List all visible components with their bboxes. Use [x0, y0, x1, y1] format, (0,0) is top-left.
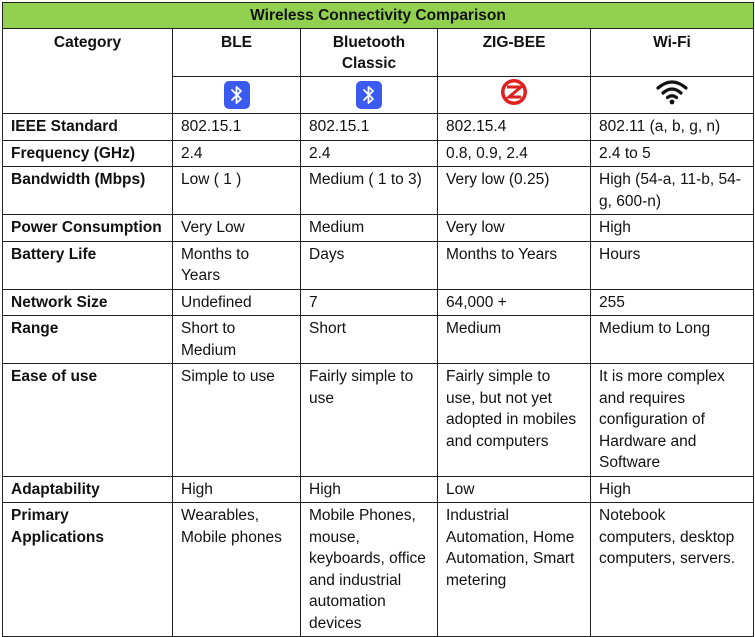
table-body: [3, 114, 754, 637]
header-wifi: Wi-Fi: [591, 29, 754, 77]
cell-wifi: It is more complex and requires configuration of Hardware and Software: [591, 364, 754, 477]
cell-wifi: Medium to Long: [591, 316, 754, 364]
cell-zigbee: Very low: [438, 215, 591, 242]
bluetooth-icon: [224, 81, 250, 109]
row-label: Battery Life: [3, 241, 173, 289]
cell-wifi: 255: [591, 289, 754, 316]
row-label: Frequency (GHz): [3, 140, 173, 167]
cell-zigbee: 0.8, 0.9, 2.4: [438, 140, 591, 167]
cell-wifi: 802.11 (a, b, g, n): [591, 114, 754, 141]
cell-bluetooth-classic: High: [301, 476, 438, 503]
row-label: Primary Applications: [3, 503, 173, 637]
header-category: Category: [3, 29, 173, 114]
table-title: Wireless Connectivity Comparison: [3, 3, 754, 29]
cell-ble: 2.4: [173, 140, 301, 167]
row-label: IEEE Standard: [3, 114, 173, 141]
table-row: [3, 364, 754, 477]
comparison-table-wrapper: [2, 2, 754, 637]
cell-bluetooth-classic: Medium ( 1 to 3): [301, 167, 438, 215]
cell-wifi: High: [591, 215, 754, 242]
table-row: [3, 316, 754, 364]
cell-ble: Wearables, Mobile phones: [173, 503, 301, 637]
cell-ble: Months to Years: [173, 241, 301, 289]
cell-ble: Very Low: [173, 215, 301, 242]
table-row: [3, 503, 754, 637]
cell-bluetooth-classic: Mobile Phones, mouse, keyboards, office and industrial automation devices: [301, 503, 438, 637]
row-label: Range: [3, 316, 173, 364]
cell-zigbee: Industrial Automation, Home Automation, Smart metering: [438, 503, 591, 637]
header-ble: BLE: [173, 29, 301, 77]
cell-wifi: High (54-a, 11-b, 54-g, 600-n): [591, 167, 754, 215]
cell-zigbee: 64,000 +: [438, 289, 591, 316]
table-row: [3, 167, 754, 215]
cell-bluetooth-classic: Days: [301, 241, 438, 289]
cell-bluetooth-classic: 802.15.1: [301, 114, 438, 141]
cell-wifi: Notebook computers, desktop computers, servers.: [591, 503, 754, 637]
row-label: Network Size: [3, 289, 173, 316]
cell-ble: Low ( 1 ): [173, 167, 301, 215]
cell-ble: Undefined: [173, 289, 301, 316]
table-row: [3, 476, 754, 503]
cell-bluetooth-classic: Short: [301, 316, 438, 364]
cell-wifi: Hours: [591, 241, 754, 289]
cell-wifi: 2.4 to 5: [591, 140, 754, 167]
zigbee-icon: [500, 78, 528, 113]
cell-bluetooth-classic: Medium: [301, 215, 438, 242]
row-label: Ease of use: [3, 364, 173, 477]
cell-zigbee: Months to Years: [438, 241, 591, 289]
row-label: Bandwidth (Mbps): [3, 167, 173, 215]
cell-zigbee: 802.15.4: [438, 114, 591, 141]
header-row: [3, 29, 754, 77]
icon-cell-bluetooth-classic: [301, 77, 438, 114]
title-row: [3, 3, 754, 29]
icon-cell-ble: [173, 77, 301, 114]
cell-zigbee: Medium: [438, 316, 591, 364]
cell-ble: 802.15.1: [173, 114, 301, 141]
cell-zigbee: Very low (0.25): [438, 167, 591, 215]
cell-ble: Simple to use: [173, 364, 301, 477]
wifi-icon: [656, 79, 688, 112]
header-bluetooth-classic: Bluetooth Classic: [301, 29, 438, 77]
row-label: Adaptability: [3, 476, 173, 503]
comparison-table: [2, 2, 754, 637]
cell-ble: High: [173, 476, 301, 503]
cell-bluetooth-classic: Fairly simple to use: [301, 364, 438, 477]
table-row: [3, 241, 754, 289]
bluetooth-icon: [356, 81, 382, 109]
cell-zigbee: Fairly simple to use, but not yet adopted in mobiles and computers: [438, 364, 591, 477]
cell-bluetooth-classic: 7: [301, 289, 438, 316]
table-row: [3, 215, 754, 242]
cell-wifi: High: [591, 476, 754, 503]
header-zigbee: ZIG-BEE: [438, 29, 591, 77]
icon-cell-wifi: [591, 77, 754, 114]
table-row: [3, 289, 754, 316]
cell-bluetooth-classic: 2.4: [301, 140, 438, 167]
cell-ble: Short to Medium: [173, 316, 301, 364]
table-row: [3, 114, 754, 141]
cell-zigbee: Low: [438, 476, 591, 503]
icon-cell-zigbee: [438, 77, 591, 114]
row-label: Power Consumption: [3, 215, 173, 242]
table-row: [3, 140, 754, 167]
